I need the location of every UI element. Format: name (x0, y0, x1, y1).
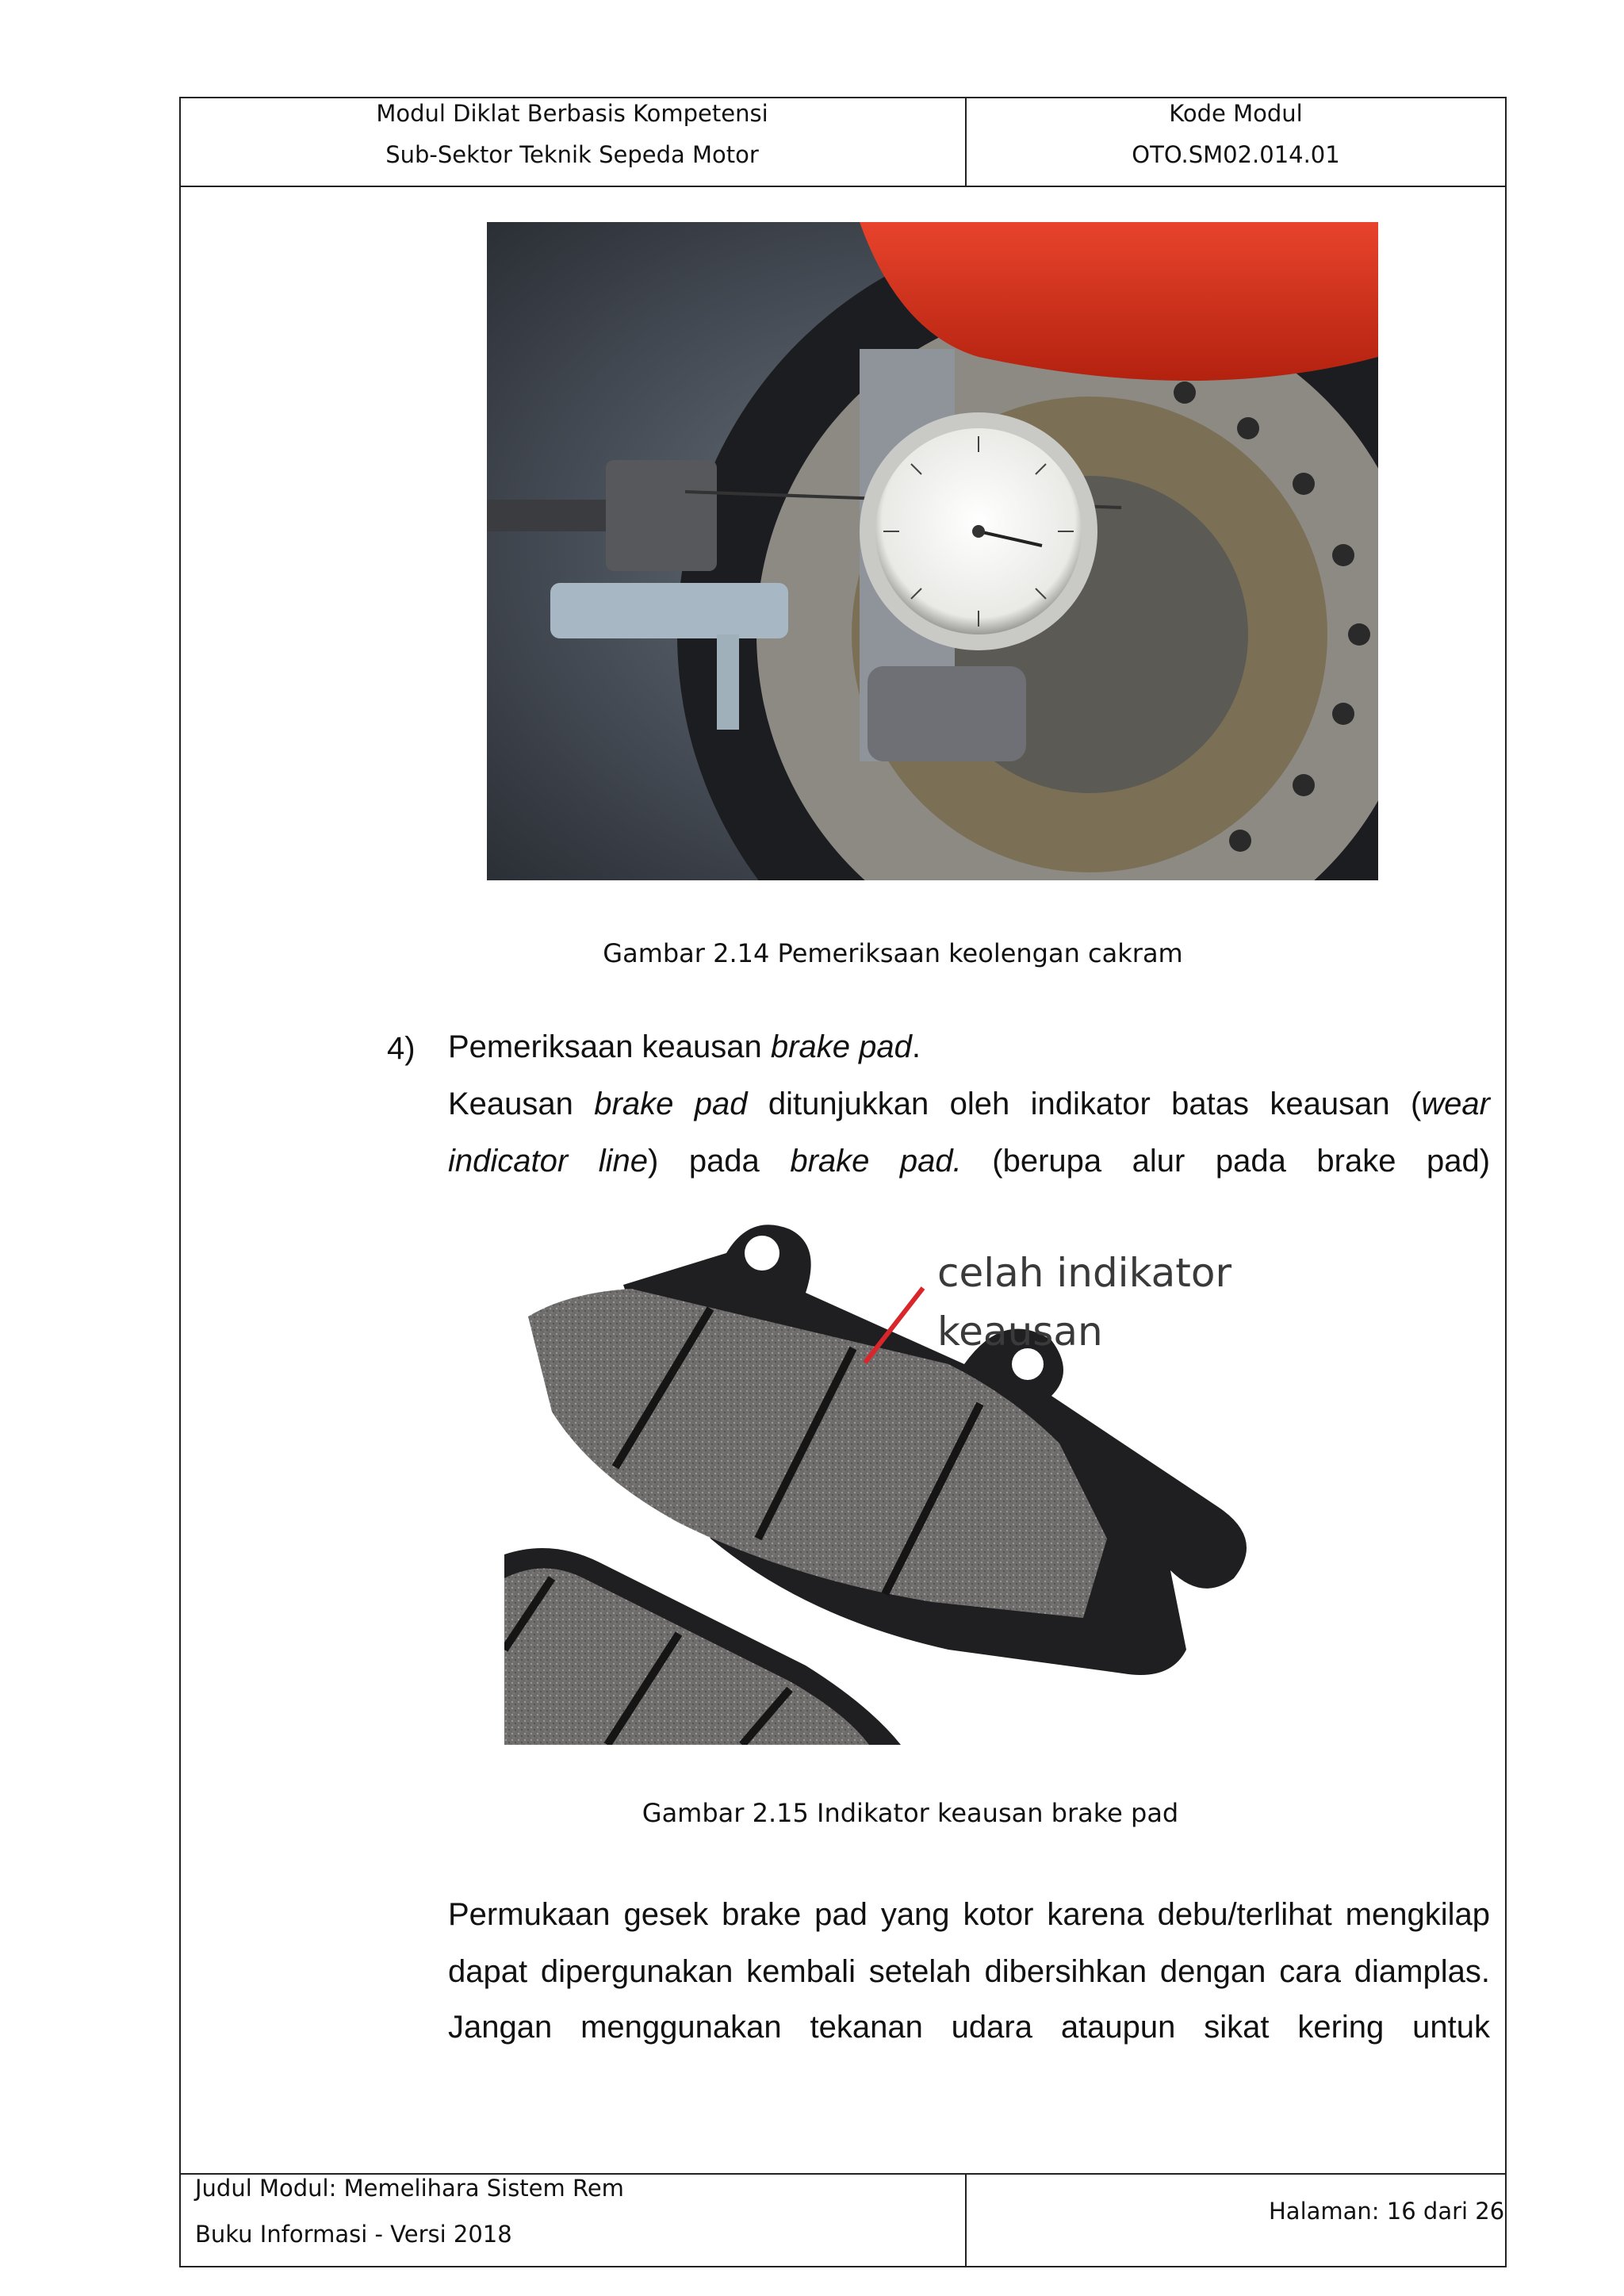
wear-indicator-label-line1: celah indikator (937, 1250, 1232, 1296)
desc-part-7: (berupa alur pada brake pad) (961, 1144, 1491, 1179)
footer-page-number: Halaman: 16 dari 26 (1269, 2198, 1505, 2225)
body-line-3: Jangan menggunakan tekanan udara ataupun sikat kering untuk (448, 2010, 1490, 2045)
disc-runout-photo (487, 222, 1378, 880)
desc-part-3: ditunjukkan oleh indikator batas keausan ( (747, 1087, 1422, 1121)
item-description (448, 1075, 1490, 1190)
desc-part-1: Keausan (448, 1087, 595, 1121)
desc-part-4: wear indicator line (448, 1087, 1490, 1179)
figure-caption-2-14: Gambar 2.14 Pemeriksaan keolengan cakram (603, 938, 1183, 968)
item-title-suffix: . (911, 1029, 921, 1064)
desc-part-5: ) pada (647, 1144, 791, 1179)
footer-version: Buku Informasi - Versi 2018 (195, 2221, 512, 2248)
header-module-title: Modul Diklat Berbasis Kompetensi (376, 100, 768, 127)
header-subsector: Sub-Sektor Teknik Sepeda Motor (385, 141, 759, 168)
wear-indicator-label-line2: keausan (937, 1309, 1103, 1355)
item-title (448, 1018, 1490, 1075)
footer-divider (965, 2173, 967, 2267)
figure-caption-2-15: Gambar 2.15 Indikator keausan brake pad (642, 1798, 1179, 1828)
header-code-label: Kode Modul (1169, 100, 1303, 127)
item-number: 4) (387, 1031, 416, 1066)
desc-part-6: brake pad. (790, 1144, 962, 1179)
desc-part-2: brake pad (594, 1087, 748, 1121)
body-line-1: Permukaan gesek brake pad yang kotor karena debu/terlihat mengkilap (448, 1897, 1490, 1932)
header-code-value: OTO.SM02.014.01 (1132, 141, 1340, 168)
item-title-prefix: Pemeriksaan keausan (448, 1029, 771, 1064)
header-left (181, 98, 963, 168)
footer-module-title: Judul Modul: Memelihara Sistem Rem (195, 2175, 624, 2202)
wear-indicator-label (937, 1244, 1231, 1361)
item-title-italic: brake pad (770, 1029, 912, 1064)
header-right (967, 98, 1505, 168)
body-line-2: dapat dipergunakan kembali setelah dibersihkan dengan cara diamplas. (448, 1954, 1490, 1989)
brake-pad-photo (504, 1205, 1369, 1745)
